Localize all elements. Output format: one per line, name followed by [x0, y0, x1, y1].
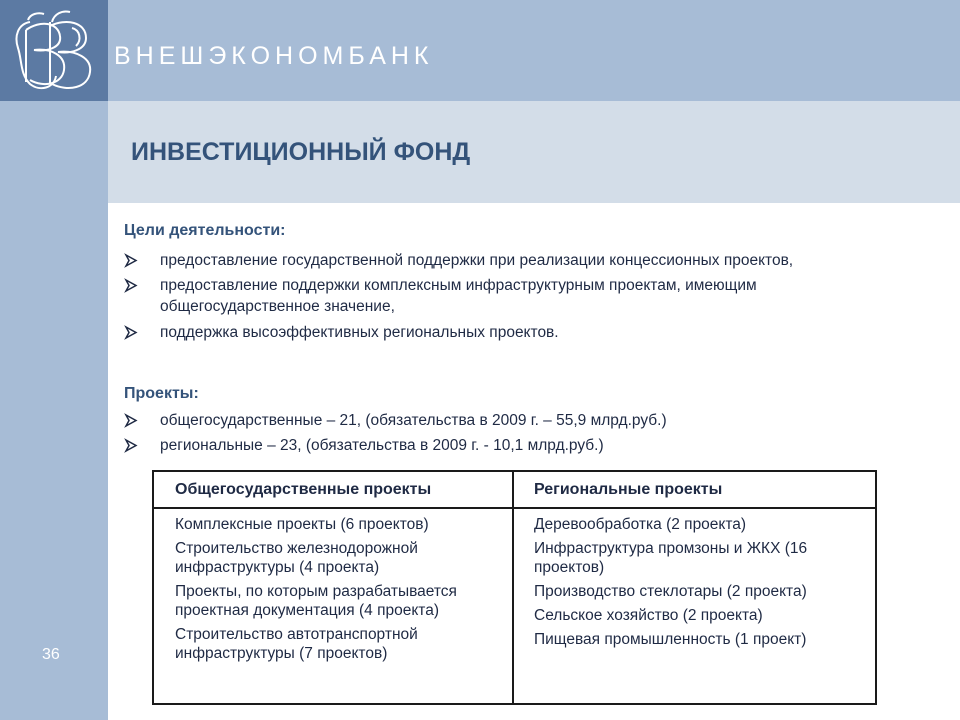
arrow-bullet-icon	[124, 435, 138, 456]
goal-text: поддержка высоэффективных региональных проектов.	[160, 324, 559, 341]
table-cell-item: Строительство автотранспортной инфраструктуры (7 проектов)	[175, 626, 418, 662]
left-sidebar	[0, 101, 108, 720]
list-item	[124, 250, 904, 271]
table-cell-item: Инфраструктура промзоны и ЖКХ (16 проектов)	[534, 540, 808, 576]
table-cell-item: Сельское хозяйство (2 проекта)	[534, 607, 763, 624]
goals-heading: Цели деятельности:	[124, 222, 286, 239]
bank-name: ВНЕШЭКОНОМБАНК	[114, 42, 434, 70]
table-cell-item: Комплексные проекты (6 проектов)	[175, 516, 429, 533]
projects-heading: Проекты:	[124, 385, 199, 402]
goals-list	[124, 250, 904, 343]
veb-monogram-logo	[0, 0, 108, 101]
list-item	[124, 435, 904, 456]
table-cell-item: Строительство железнодорожной инфраструктуры (4 проекта)	[175, 540, 418, 576]
list-item	[124, 275, 904, 317]
project-summary-text: общегосударственные – 21, (обязательства в 2009 г. – 55,9 млрд.руб.)	[160, 412, 667, 429]
table-header-national: Общегосударственные проекты	[175, 481, 432, 498]
projects-list	[124, 410, 904, 456]
regional-projects-list	[534, 515, 864, 654]
arrow-bullet-icon	[124, 250, 138, 271]
table-cell-item: Производство стеклотары (2 проекта)	[534, 583, 807, 600]
table-header-divider	[154, 507, 875, 509]
arrow-bullet-icon	[124, 322, 138, 343]
logo-box	[0, 0, 108, 101]
table-cell-item: Пищевая промышленность (1 проект)	[534, 631, 807, 648]
list-item	[124, 410, 904, 431]
slide-title: ИНВЕСТИЦИОННЫЙ ФОНД	[131, 138, 471, 166]
table-cell-item: Проекты, по которым разрабатывается проектная документация (4 проекта)	[175, 583, 457, 619]
projects-table	[152, 470, 877, 705]
project-summary-text: региональные – 23, (обязательства в 2009 г. - 10,1 млрд.руб.)	[160, 437, 604, 454]
goal-text: предоставление поддержки комплексным инфраструктурным проектам, имеющим общегосударственное значение,	[160, 277, 757, 315]
page-number: 36	[42, 646, 60, 663]
table-header-regional: Региональные проекты	[534, 481, 723, 498]
list-item	[124, 322, 904, 343]
table-cell-item: Деревообработка (2 проекта)	[534, 516, 747, 533]
national-projects-list	[175, 515, 495, 668]
goal-text: предоставление государственной поддержки при реализации концессионных проектов,	[160, 252, 794, 269]
arrow-bullet-icon	[124, 410, 138, 431]
arrow-bullet-icon	[124, 275, 138, 296]
